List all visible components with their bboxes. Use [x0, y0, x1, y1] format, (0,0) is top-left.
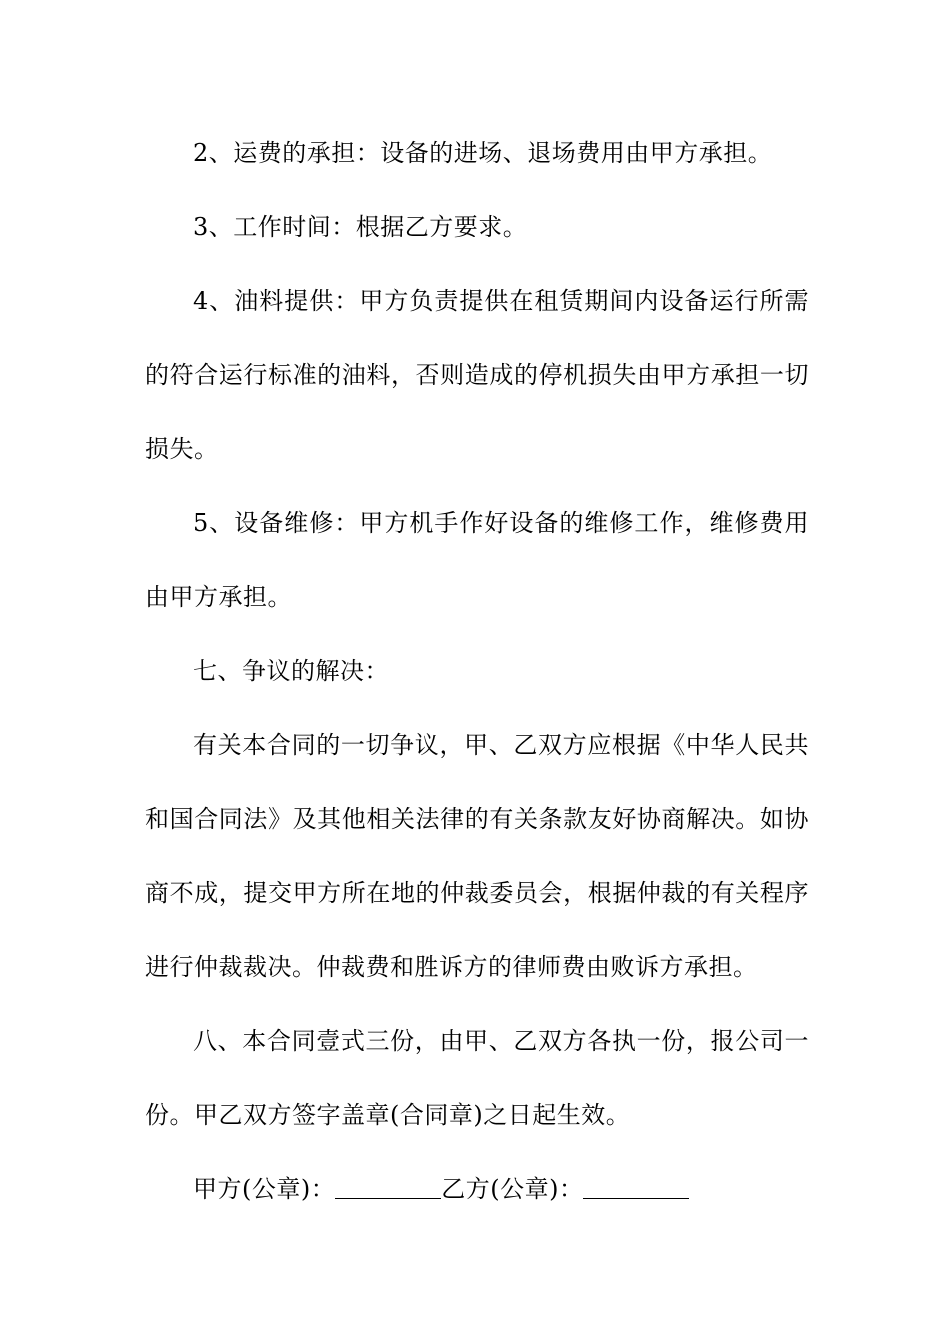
party-a-seal-blank	[335, 1178, 441, 1199]
clause-fuel-supply: 4、油料提供：甲方负责提供在租赁期间内设备运行所需的符合运行标准的油料，否则造成的停机损失由甲方承担一切损失。	[145, 287, 809, 463]
clause-freight: 2、运费的承担：设备的进场、退场费用由甲方承担。	[193, 139, 773, 167]
signature-line	[145, 1152, 809, 1226]
party-b-seal-label: 乙方(公章)：	[441, 1175, 584, 1203]
clause-working-hours: 3、工作时间：根据乙方要求。	[193, 213, 528, 241]
party-b-seal-blank	[583, 1178, 689, 1199]
clause-dispute-resolution: 有关本合同的一切争议，甲、乙双方应根据《中华人民共和国合同法》及其他相关法律的有关条款友好协商解决。如协商不成，提交甲方所在地的仲裁委员会，根据仲裁的有关程序进行仲裁裁决。仲裁费和胜诉方的律师费由败诉方承担。	[145, 731, 809, 981]
party-a-seal-label: 甲方(公章)：	[193, 1175, 336, 1203]
clause-copies-effectiveness: 八、本合同壹式三份，由甲、乙双方各执一份，报公司一份。甲乙双方签字盖章(合同章)之日起生效。	[145, 1027, 809, 1129]
clause-equipment-maintenance: 5、设备维修：甲方机手作好设备的维修工作，维修费用由甲方承担。	[145, 509, 809, 611]
section-dispute-heading: 七、争议的解决：	[193, 657, 389, 685]
